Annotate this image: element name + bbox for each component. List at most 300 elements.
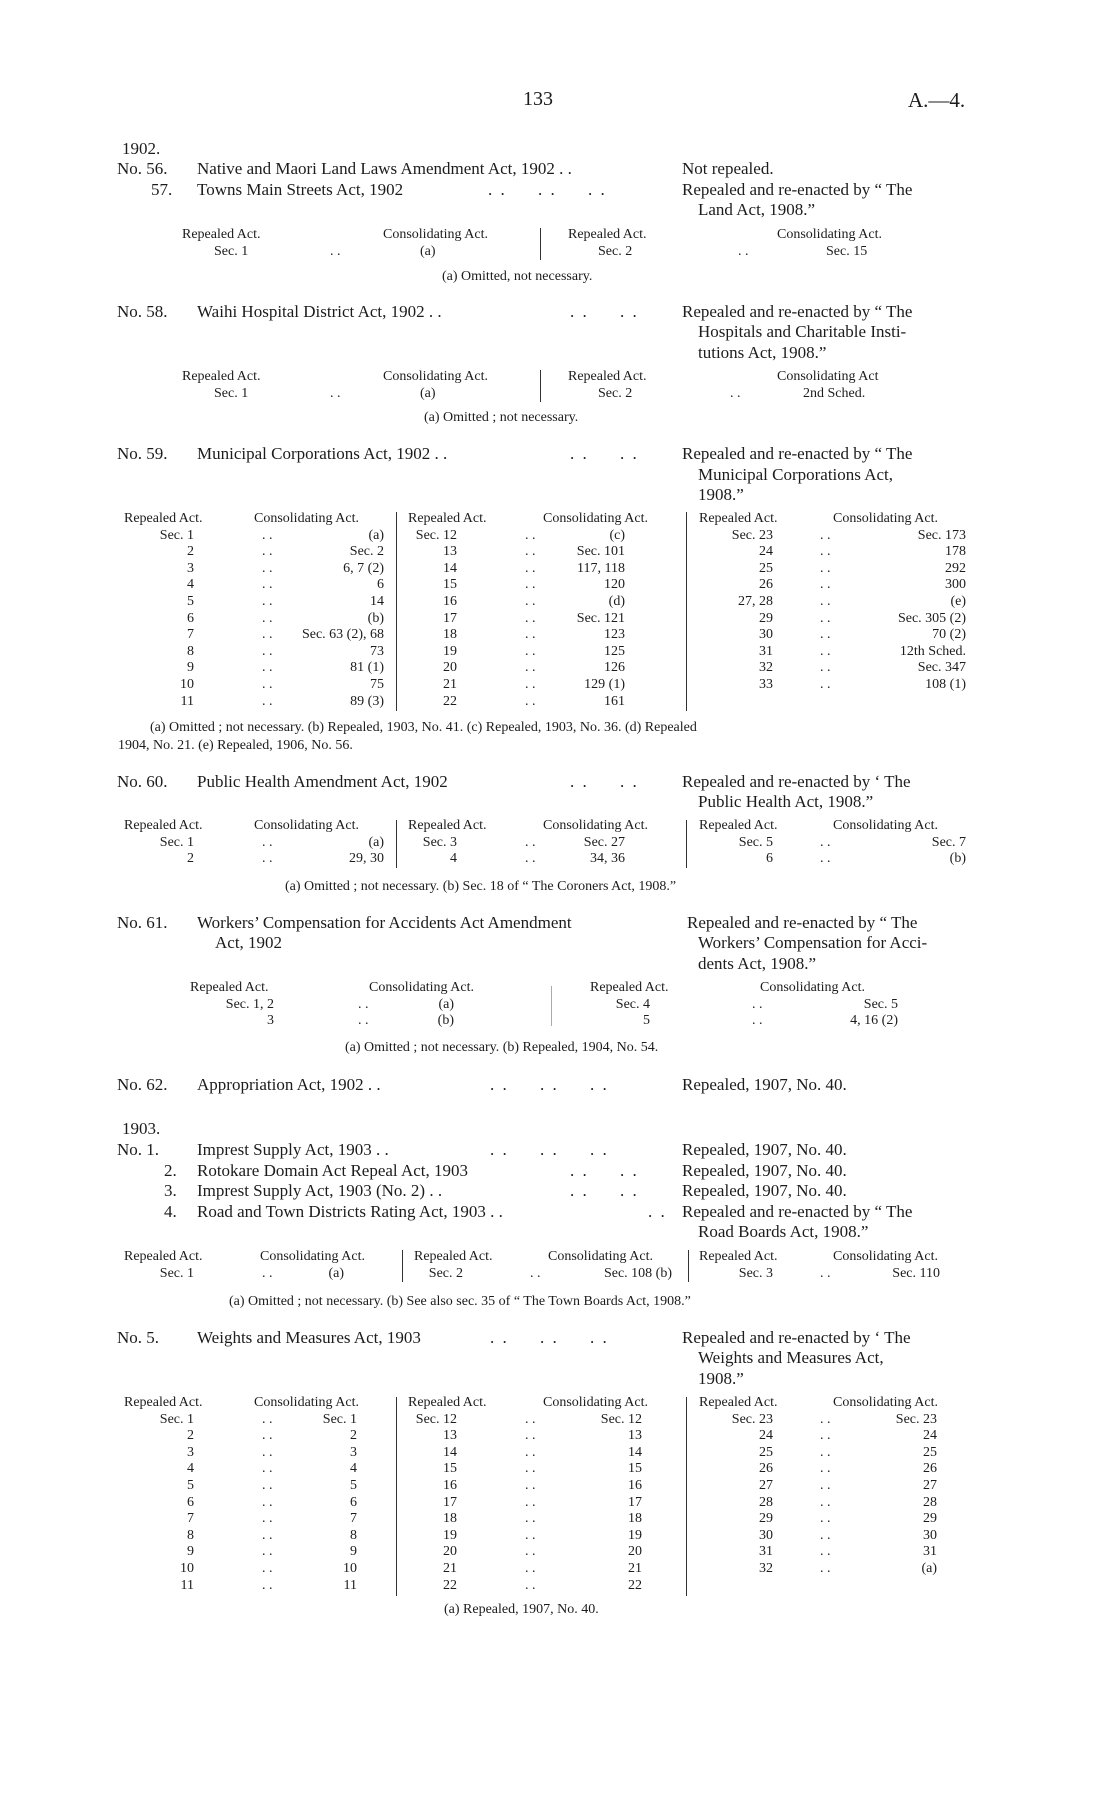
column-divider: [551, 986, 552, 1026]
table-header: Repealed Act.: [182, 369, 261, 384]
consolidating-section-cell: (b): [437, 1013, 454, 1029]
repealed-section-cell: 27, 28: [738, 593, 773, 609]
leader-dots: . .: [820, 851, 831, 867]
act-number: No. 62.: [117, 1075, 168, 1094]
act-title: Weights and Measures Act, 1903: [197, 1328, 421, 1347]
act-status-continued: dents Act, 1908.”: [698, 954, 817, 973]
consolidating-section-cell: Sec. 63 (2), 68: [301, 627, 384, 643]
consolidating-section-cell: 20: [628, 1544, 642, 1560]
table-row: [0, 544, 1114, 561]
repealed-section-cell: 9: [187, 660, 194, 676]
footnote: (a) Omitted ; not necessary. (b) Sec. 18 of “ The Coroners Act, 1908.”: [285, 879, 677, 894]
column-divider: [686, 1397, 687, 1596]
act-number: No. 61.: [117, 913, 168, 932]
table-row: [0, 577, 1114, 594]
leader-dots: . .: [525, 610, 536, 626]
leader-dots: . .: [525, 1511, 536, 1527]
leader-dots: . .: [525, 693, 536, 709]
table-row: [0, 660, 1114, 677]
leader-dots: . .: [820, 1527, 831, 1543]
column-divider: [540, 370, 541, 402]
consolidating-section-cell: Sec. 121: [576, 610, 625, 626]
leader-dots: . .: [262, 1544, 273, 1560]
consolidating-section-cell: (a): [368, 527, 384, 543]
act-title: Road and Town Districts Rating Act, 1903 . .: [197, 1202, 503, 1221]
act-title: Towns Main Streets Act, 1902: [197, 180, 404, 199]
consolidating-section-cell: (a): [368, 834, 384, 850]
footnote: (a) Omitted ; not necessary. (b) Repealed, 1903, No. 41. (c) Repealed, 1903, No. 36. (d) Repealed: [150, 720, 697, 735]
act-title: Workers’ Compensation for Accidents Act Amendment: [197, 913, 572, 932]
repealed-section-cell: 15: [443, 577, 457, 593]
leader-dots: . .: [820, 1511, 831, 1527]
table-row: [0, 1428, 1114, 1445]
consolidating-section-cell: 16: [628, 1477, 642, 1493]
consolidating-section-cell: (d): [608, 593, 625, 609]
repealed-section-cell: 5: [187, 1477, 194, 1493]
consolidating-section-cell: (a): [921, 1560, 937, 1576]
table-header: Repealed Act.: [182, 227, 261, 242]
repealed-section-cell: Sec. 23: [731, 1411, 773, 1427]
table-row: [0, 1578, 1114, 1595]
consolidating-section-cell: (e): [950, 593, 966, 609]
table-header: Repealed Act.: [414, 1249, 493, 1264]
table-header: Repealed Act.: [590, 980, 669, 995]
consolidating-section-cell: 34, 36: [590, 851, 625, 867]
leader-dots: . .: [820, 610, 831, 626]
section-table-61: [0, 980, 1114, 1030]
table-header: Consolidating Act.: [383, 369, 488, 384]
repealed-section-cell: 17: [443, 610, 457, 626]
act-title: Waihi Hospital District Act, 1902 . .: [197, 302, 442, 321]
leader-dots: . .: [262, 1477, 273, 1493]
consolidating-section-cell: 6: [377, 577, 384, 593]
leader-dots: . .: [820, 643, 831, 659]
table-header: Consolidating Act.: [369, 980, 474, 995]
repealed-section-cell: 15: [443, 1461, 457, 1477]
act-status-continued: Municipal Corporations Act,: [698, 465, 894, 484]
act-status-continued: 1908.”: [698, 485, 744, 504]
leader-dots: . . . . . .: [488, 180, 607, 199]
table-header: Consolidating Act.: [383, 227, 488, 242]
table-cell: 2nd Sched.: [803, 385, 866, 401]
leader-dots: . .: [262, 1444, 273, 1460]
consolidating-section-cell: 161: [604, 693, 625, 709]
table-header: Repealed Act.: [699, 511, 778, 526]
leader-dots: . .: [262, 627, 273, 643]
leader-dots: . .: [525, 1428, 536, 1444]
repealed-section-cell: 20: [443, 660, 457, 676]
column-divider: [540, 228, 541, 260]
leader-dots: . .: [525, 527, 536, 543]
act-status: Repealed, 1907, No. 40.: [682, 1161, 847, 1180]
consolidating-section-cell: 9: [350, 1544, 357, 1560]
leader-dots: . .: [262, 593, 273, 609]
repealed-section-cell: 4: [450, 851, 457, 867]
page-number: 133: [523, 88, 553, 110]
act-title: Imprest Supply Act, 1903 . .: [197, 1140, 389, 1159]
repealed-section-cell: 13: [443, 1428, 457, 1444]
leader-dots: . .: [525, 1560, 536, 1576]
act-status-continued: Public Health Act, 1908.”: [698, 792, 874, 811]
act-status-continued: Hospitals and Charitable Insti-: [698, 322, 907, 341]
act-status: Repealed, 1907, No. 40.: [682, 1075, 847, 1094]
consolidating-section-cell: 7: [350, 1511, 357, 1527]
leader-dots: . .: [262, 676, 273, 692]
act-status: Repealed, 1907, No. 40.: [682, 1140, 847, 1159]
repealed-section-cell: 8: [187, 643, 194, 659]
consolidating-section-cell: 11: [343, 1577, 357, 1593]
repealed-section-cell: 3: [187, 560, 194, 576]
leader-dots: . .: [262, 1577, 273, 1593]
repealed-section-cell: 10: [180, 1560, 194, 1576]
column-divider: [396, 820, 397, 868]
table-row: [0, 1511, 1114, 1528]
repealed-section-cell: 14: [443, 1444, 457, 1460]
consolidating-section-cell: 126: [604, 660, 625, 676]
repealed-section-cell: 22: [443, 693, 457, 709]
table-header: Repealed Act.: [699, 1395, 778, 1410]
act-status-continued: Workers’ Compensation for Acci-: [698, 933, 928, 952]
consolidating-section-cell: 28: [923, 1494, 937, 1510]
repealed-section-cell: Sec. 1, 2: [225, 996, 274, 1012]
repealed-section-cell: 22: [443, 1577, 457, 1593]
act-number: No. 58.: [117, 302, 168, 321]
table-row: [0, 1266, 1114, 1283]
table-header: Repealed Act.: [124, 1249, 203, 1264]
leader-dots: . .: [525, 577, 536, 593]
act-status: Repealed and re-enacted by “ The: [682, 444, 913, 463]
table-header: Consolidating Act.: [254, 818, 359, 833]
consolidating-section-cell: Sec. 27: [583, 834, 625, 850]
consolidating-section-cell: 26: [923, 1461, 937, 1477]
leader-dots: . .: [262, 577, 273, 593]
repealed-section-cell: 27: [759, 1477, 773, 1493]
table-header: Consolidating Act.: [833, 511, 938, 526]
table-row: [0, 997, 1114, 1014]
leader-dots: . .: [358, 996, 369, 1012]
table-row: [0, 835, 1114, 852]
consolidating-section-cell: Sec. 12: [600, 1411, 642, 1427]
consolidating-section-cell: 25: [923, 1444, 937, 1460]
leader-dots: . . . . . .: [490, 1075, 609, 1094]
consolidating-section-cell: 125: [604, 643, 625, 659]
act-status-continued: 1908.”: [698, 1369, 744, 1388]
repealed-section-cell: 28: [759, 1494, 773, 1510]
leader-dots: . .: [525, 1477, 536, 1493]
consolidating-section-cell: 22: [628, 1577, 642, 1593]
act-title: Municipal Corporations Act, 1902 . .: [197, 444, 448, 463]
repealed-section-cell: 7: [187, 627, 194, 643]
repealed-section-cell: 9: [187, 1544, 194, 1560]
leader-dots: . .: [820, 1428, 831, 1444]
table-row: [0, 627, 1114, 644]
repealed-section-cell: 33: [759, 676, 773, 692]
repealed-section-cell: Sec. 1: [159, 834, 194, 850]
table-row: [0, 1461, 1114, 1478]
table-header: Consolidating Act.: [833, 1395, 938, 1410]
repealed-section-cell: 4: [187, 1461, 194, 1477]
leader-dots: . .: [525, 1577, 536, 1593]
repealed-section-cell: 6: [187, 1494, 194, 1510]
consolidating-section-cell: 89 (3): [350, 693, 384, 709]
leader-dots: . .: [525, 660, 536, 676]
repealed-section-cell: 6: [766, 851, 773, 867]
consolidating-section-cell: Sec. 305 (2): [897, 610, 966, 626]
repealed-section-cell: 25: [759, 560, 773, 576]
leader-dots: . .: [525, 1494, 536, 1510]
act-status-continued: Land Act, 1908.”: [698, 200, 816, 219]
repealed-section-cell: 3: [267, 1013, 274, 1029]
repealed-section-cell: 17: [443, 1494, 457, 1510]
act-status: Repealed and re-enacted by “ The: [682, 1202, 913, 1221]
leader-dots: . .: [648, 1202, 667, 1221]
table-row: [0, 1013, 1114, 1030]
consolidating-section-cell: (a): [328, 1265, 344, 1281]
repealed-section-cell: 14: [443, 560, 457, 576]
act-title: Public Health Amendment Act, 1902: [197, 772, 448, 791]
table-header: Repealed Act.: [408, 1395, 487, 1410]
table-row: [0, 1478, 1114, 1495]
leader-dots: . .: [820, 1477, 831, 1493]
repealed-section-cell: 5: [643, 1013, 650, 1029]
table-header: Consolidating Act.: [543, 511, 648, 526]
leader-dots: . .: [262, 1411, 273, 1427]
repealed-section-cell: 5: [187, 593, 194, 609]
repealed-section-cell: Sec. 3: [422, 834, 457, 850]
consolidating-section-cell: Sec. 1: [322, 1411, 357, 1427]
consolidating-section-cell: 120: [604, 577, 625, 593]
table-row: [0, 1495, 1114, 1512]
repealed-section-cell: 10: [180, 676, 194, 692]
table-row: [0, 1528, 1114, 1545]
consolidating-section-cell: 17: [628, 1494, 642, 1510]
repealed-section-cell: 25: [759, 1444, 773, 1460]
consolidating-section-cell: 5: [350, 1477, 357, 1493]
act-status: Repealed and re-enacted by ‘ The: [682, 1328, 911, 1347]
column-divider: [688, 1250, 689, 1282]
footnote: (a) Omitted, not necessary.: [442, 269, 593, 284]
repealed-section-cell: 6: [187, 610, 194, 626]
table-header: Consolidating Act.: [543, 818, 648, 833]
table-header: Repealed Act.: [408, 511, 487, 526]
leader-dots: . .: [525, 1544, 536, 1560]
consolidating-section-cell: 14: [370, 593, 384, 609]
footnote: (a) Repealed, 1907, No. 40.: [444, 1602, 599, 1617]
footnote: (a) Omitted ; not necessary. (b) See also sec. 35 of “ The Town Boards Act, 1908.”: [229, 1294, 691, 1309]
column-divider: [686, 512, 687, 711]
act-status: Repealed and re-enacted by ‘ The: [682, 772, 911, 791]
repealed-section-cell: Sec. 2: [428, 1265, 463, 1281]
leader-dots: . . . . . .: [490, 1140, 609, 1159]
repealed-section-cell: 2: [187, 1428, 194, 1444]
act-number: No. 60.: [117, 772, 168, 791]
consolidating-section-cell: 292: [945, 560, 966, 576]
repealed-section-cell: Sec. 1: [159, 527, 194, 543]
leader-dots: . .: [262, 1265, 273, 1281]
consolidating-section-cell: Sec. 110: [892, 1265, 940, 1281]
consolidating-section-cell: 8: [350, 1527, 357, 1543]
consolidating-section-cell: Sec. 347: [917, 660, 966, 676]
repealed-section-cell: Sec. 4: [615, 996, 650, 1012]
consolidating-section-cell: 4, 16 (2): [850, 1013, 898, 1029]
leader-dots: . .: [752, 996, 763, 1012]
repealed-section-cell: 2: [187, 851, 194, 867]
table-header: Consolidating Act.: [254, 511, 359, 526]
leader-dots: . .: [525, 1461, 536, 1477]
table-cell: Sec. 2: [598, 385, 633, 401]
leader-dots: . .: [525, 1527, 536, 1543]
leader-dots: . . . .: [570, 302, 639, 321]
leader-dots: . .: [820, 1494, 831, 1510]
consolidating-section-cell: 2: [350, 1428, 357, 1444]
leader-dots: . .: [525, 593, 536, 609]
act-number: 57.: [151, 180, 173, 199]
table-header: Repealed Act.: [408, 818, 487, 833]
repealed-section-cell: 18: [443, 1511, 457, 1527]
table-row: [0, 1445, 1114, 1462]
act-number: 2.: [164, 1161, 177, 1180]
leader-dots: . .: [820, 1461, 831, 1477]
repealed-section-cell: 18: [443, 627, 457, 643]
consolidating-section-cell: 6, 7 (2): [343, 560, 384, 576]
act-title-continued: Act, 1902: [215, 933, 283, 952]
column-divider: [396, 512, 397, 711]
table-header: Repealed Act.: [568, 369, 647, 384]
repealed-section-cell: 21: [443, 1560, 457, 1576]
table-cell: (a): [420, 385, 436, 401]
leader-dots: . .: [820, 1544, 831, 1560]
leader-dots: . .: [262, 1527, 273, 1543]
repealed-section-cell: 16: [443, 593, 457, 609]
consolidating-section-cell: (c): [609, 527, 625, 543]
table-cell: Sec. 1: [214, 385, 249, 401]
table-header: Repealed Act.: [124, 818, 203, 833]
repealed-section-cell: 30: [759, 1527, 773, 1543]
table-cell: Sec. 15: [826, 243, 868, 259]
leader-dots: . .: [525, 676, 536, 692]
consolidating-section-cell: 178: [945, 544, 966, 560]
section-table-1903-5: [0, 1395, 1114, 1594]
leader-dots: . .: [262, 1511, 273, 1527]
column-divider: [402, 1250, 403, 1282]
leader-dots: . . . .: [570, 772, 639, 791]
act-status: Repealed and re-enacted by “ The: [687, 913, 918, 932]
table-row: [0, 1561, 1114, 1578]
repealed-section-cell: 31: [759, 643, 773, 659]
consolidating-section-cell: 21: [628, 1560, 642, 1576]
leader-dots: . . . .: [570, 1161, 639, 1180]
repealed-section-cell: 29: [759, 610, 773, 626]
leader-dots: . .: [820, 577, 831, 593]
leader-dots: . .: [262, 851, 273, 867]
repealed-section-cell: Sec. 12: [415, 527, 457, 543]
consolidating-section-cell: Sec. 101: [576, 544, 625, 560]
table-row: [0, 611, 1114, 628]
leader-dots: . .: [262, 834, 273, 850]
leader-dots: . .: [752, 1013, 763, 1029]
repealed-section-cell: 21: [443, 676, 457, 692]
repealed-section-cell: 29: [759, 1511, 773, 1527]
consolidating-section-cell: (b): [949, 851, 966, 867]
repealed-section-cell: 19: [443, 643, 457, 659]
act-title: Appropriation Act, 1902 . .: [197, 1075, 381, 1094]
section-table-57: Repealed Act. Consolidating Act. Repealed Act. Consolidating Act. Sec. 1 . . (a) Sec. 2 . . Sec. 15: [182, 227, 882, 259]
leader-dots: . .: [820, 660, 831, 676]
table-header: Consolidating Act.: [833, 1249, 938, 1264]
repealed-section-cell: 20: [443, 1544, 457, 1560]
leader-dots: . .: [525, 544, 536, 560]
leader-dots: . .: [262, 1461, 273, 1477]
leader-dots: . .: [262, 693, 273, 709]
leader-dots: . .: [820, 1265, 831, 1281]
repealed-section-cell: 2: [187, 544, 194, 560]
repealed-section-cell: Sec. 1: [159, 1411, 194, 1427]
leader-dots: . .: [262, 1494, 273, 1510]
leader-dots: . .: [262, 527, 273, 543]
leader-dots: . .: [525, 851, 536, 867]
consolidating-section-cell: 70 (2): [932, 627, 966, 643]
act-number: 4.: [164, 1202, 177, 1221]
consolidating-section-cell: 75: [370, 676, 384, 692]
year-heading-1903: 1903.: [122, 1119, 161, 1138]
table-header: Consolidating Act.: [260, 1249, 365, 1264]
table-row: [0, 561, 1114, 578]
table-header: Repealed Act.: [699, 818, 778, 833]
footnote: (a) Omitted ; not necessary. (b) Repealed, 1904, No. 54.: [345, 1040, 659, 1055]
consolidating-section-cell: 129 (1): [584, 676, 625, 692]
leader-dots: . .: [262, 560, 273, 576]
consolidating-section-cell: 29, 30: [349, 851, 384, 867]
leader-dots: . .: [820, 627, 831, 643]
leader-dots: . .: [820, 544, 831, 560]
act-status-continued: tutions Act, 1908.”: [698, 343, 827, 362]
act-number: No. 5.: [117, 1328, 160, 1347]
table-row: [0, 1544, 1114, 1561]
leader-dots: . .: [262, 1428, 273, 1444]
repealed-section-cell: 32: [759, 1560, 773, 1576]
act-status-continued: Weights and Measures Act,: [698, 1348, 884, 1367]
table-header: Repealed Act.: [124, 511, 203, 526]
leader-dots: . .: [525, 560, 536, 576]
repealed-section-cell: 26: [759, 1461, 773, 1477]
leader-dots: . . . .: [570, 1181, 639, 1200]
leader-dots: . . . . . .: [490, 1328, 609, 1347]
table-header: Repealed Act.: [568, 227, 647, 242]
consolidating-section-cell: 19: [628, 1527, 642, 1543]
consolidating-section-cell: (a): [438, 996, 454, 1012]
leader-dots: . .: [525, 1444, 536, 1460]
consolidating-section-cell: Sec. 2: [349, 544, 384, 560]
table-row: [0, 528, 1114, 545]
consolidating-section-cell: 300: [945, 577, 966, 593]
repealed-section-cell: Sec. 1: [159, 1265, 194, 1281]
repealed-section-cell: 8: [187, 1527, 194, 1543]
consolidating-section-cell: 14: [628, 1444, 642, 1460]
repealed-section-cell: 26: [759, 577, 773, 593]
consolidating-section-cell: Sec. 7: [931, 834, 966, 850]
act-number: 3.: [164, 1181, 177, 1200]
consolidating-section-cell: 73: [370, 643, 384, 659]
consolidating-section-cell: 15: [628, 1461, 642, 1477]
table-row: [0, 644, 1114, 661]
repealed-section-cell: 16: [443, 1477, 457, 1493]
leader-dots: . .: [820, 1444, 831, 1460]
repealed-section-cell: 11: [180, 693, 194, 709]
leader-dots: . .: [820, 593, 831, 609]
consolidating-section-cell: 27: [923, 1477, 937, 1493]
table-header: Consolidating Act.: [548, 1249, 653, 1264]
leader-dots: . .: [262, 610, 273, 626]
